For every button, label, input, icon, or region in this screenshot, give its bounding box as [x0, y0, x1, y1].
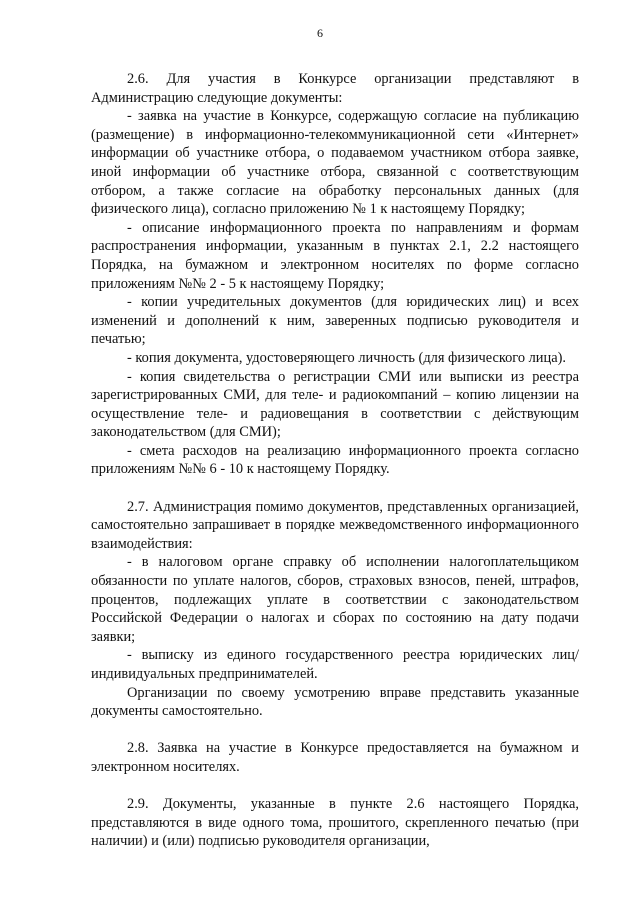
page-number: 6 — [317, 26, 323, 40]
list-item-cost-estimate: - смета расходов на реализацию информационного проекта согласно приложениям №№ 6 - 10 к настоящему Порядку. — [91, 442, 579, 478]
document-body — [91, 70, 579, 851]
list-item-media-certificate: - копия свидетельства о регистрации СМИ или выписки из реестра зарегистрированных СМИ, для теле- и радиокомпаний – копию лицензии на осуществление теле- и радиовещания в соответствии с действующим законодательством (для СМИ); — [91, 368, 579, 441]
list-item-application: - заявка на участие в Конкурсе, содержащую согласие на публикацию (размещение) в информационно-телекоммуникационной сети «Интернет» информации об участнике отбора, о подаваемом участником отбора заявке, иной информации об участнике отбора, связанной с соответствующим отбором, а также согласие на обработку персональных данных (для физического лица), согласно приложению № 1 к настоящему Порядку; — [91, 108, 579, 218]
paragraph-2-8: 2.8. Заявка на участие в Конкурсе предоставляется на бумажном и электронном носителях. — [91, 740, 579, 775]
paragraph-2-6-intro: 2.6. Для участия в Конкурсе организации представляют в Администрацию следующие документы: — [91, 71, 579, 106]
list-item-tax-certificate: - в налоговом органе справку об исполнении налогоплательщиком обязанности по уплате налогов, сборов, страховых взносов, пеней, штрафов, процентов, подлежащих уплате в соответствии с законодательством Российской Федерации о налогах и сборах по состоянию на дату подачи заявки; — [91, 554, 579, 645]
list-item-registry-extract: - выписку из единого государственного реестра юридических лиц/индивидуальных предпринимателей. — [91, 647, 579, 682]
list-item-project-description: - описание информационного проекта по направлениям и формам распространения информации, указанным в пунктах 2.1, 2.2 настоящего Порядка, на бумажном и электронном носителях по форме согласно приложениям №№ 2 - 5 к настоящему Порядку; — [91, 219, 579, 292]
paragraph-own-submission: Организации по своему усмотрению вправе представить указанные документы самостоятельно. — [91, 684, 579, 720]
paragraph-2-7-intro: 2.7. Администрация помимо документов, представленных организацией, самостоятельно запрашивает в порядке межведомственного информационного взаимодействия: — [91, 498, 579, 552]
list-item-identity-document: - копия документа, удостоверяющего личность (для физического лица). — [127, 349, 566, 366]
paragraph-2-9: 2.9. Документы, указанные в пункте 2.6 настоящего Порядка, представляются в виде одного тома, прошитого, скрепленного печатью (при наличии) и (или) подписью руководителя организации, — [91, 796, 579, 850]
list-item-founding-documents: - копии учредительных документов (для юридических лиц) и всех изменений и дополнений к ним, заверенных подписью руководителя и печатью; — [91, 294, 579, 348]
